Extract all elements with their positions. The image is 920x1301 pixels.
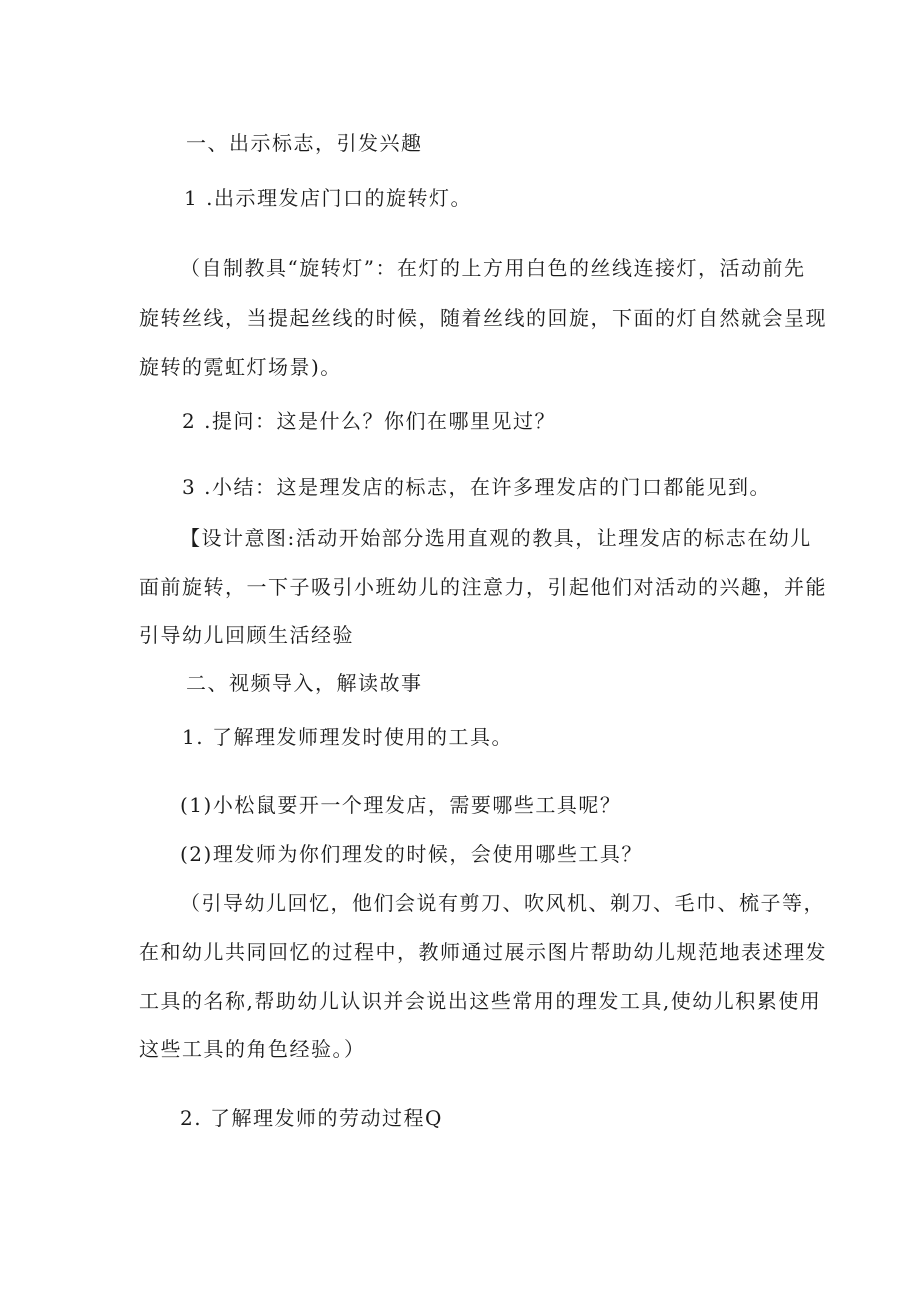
question-2: (2)理发师为你们理发的时候，会使用哪些工具？ [180, 842, 643, 866]
section-2-item-1: 1. 了解理发师理发时使用的工具。 [182, 725, 513, 749]
design-intent-line-3: 引导幼儿回顾生活经验 [139, 623, 354, 647]
note-2-line-1: （引导幼儿回忆，他们会说有剪刀、吹风机、剃刀、毛巾、梳子等， [180, 891, 825, 915]
note-2-line-2: 在和幼儿共同回忆的过程中，教师通过展示图片帮助幼儿规范地表述理发 [139, 940, 827, 964]
note-1-line-2: 旋转丝线，当提起丝线的时候，随着丝线的回旋，下面的灯自然就会呈现 [139, 306, 827, 330]
section-heading-2: 二、视频导入，解读故事 [186, 671, 423, 695]
section-heading-1: 一、出示标志，引发兴趣 [186, 131, 423, 155]
note-1-line-1: （自制教具“旋转灯”：在灯的上方用白色的丝线连接灯，活动前先 [180, 256, 806, 280]
note-1-line-3: 旋转的霓虹灯场景)。 [139, 355, 342, 379]
note-2-line-3: 工具的名称,帮助幼儿认识并会说出这些常用的理发工具,使幼儿积累使用 [139, 989, 822, 1013]
design-intent-line-1: 【设计意图:活动开始部分选用直观的教具，让理发店的标志在幼儿 [180, 526, 812, 550]
item-2: 2 .提问：这是什么？你们在哪里见过？ [182, 409, 556, 433]
question-1: (1)小松鼠要开一个理发店，需要哪些工具呢？ [180, 793, 622, 817]
note-2-line-4: 这些工具的角色经验。） [139, 1037, 366, 1061]
item-1: 1 .出示理发店门口的旋转灯。 [184, 186, 472, 210]
section-2-item-2: 2. 了解理发师的劳动过程Q [180, 1106, 443, 1130]
design-intent-line-2: 面前旋转，一下子吸引小班幼儿的注意力，引起他们对活动的兴趣，并能 [139, 575, 827, 599]
item-3: 3 .小结：这是理发店的标志，在许多理发店的门口都能见到。 [182, 475, 771, 499]
